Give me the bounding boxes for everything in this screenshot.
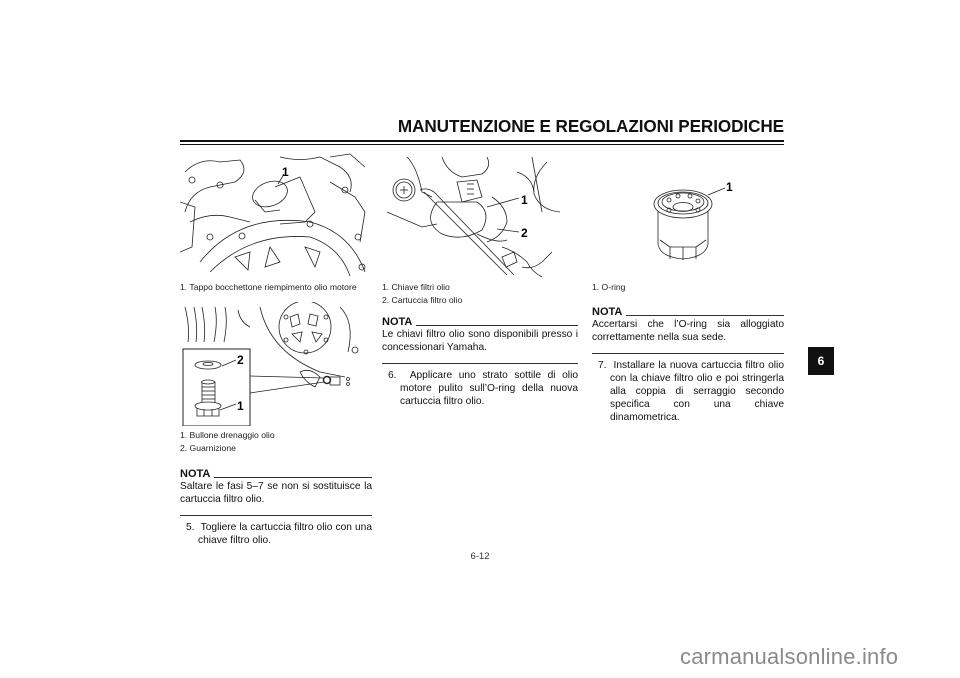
callout-1: 1 <box>726 180 733 194</box>
nota-heading: NOTA <box>592 306 784 318</box>
nota-rule <box>382 363 578 364</box>
callout-2: 2 <box>521 226 528 240</box>
figure-oil-filler-cap <box>180 152 372 276</box>
filter-wrench-illustration <box>382 152 577 277</box>
figure2-caption: 1. Bullone drenaggio olio 2. Guarnizione <box>180 430 275 453</box>
nota-text: Saltare le fasi 5–7 se non si sostituisce la cartuccia filtro olio. <box>180 481 372 505</box>
figure-filter-wrench <box>382 152 577 277</box>
watermark: carmanualsonline.info <box>680 644 899 669</box>
page-title: MANUTENZIONE E REGOLAZIONI PERIODICHE <box>397 116 784 136</box>
step-7: 7. Installare la nuova cartuccia filtro olio con la chiave filtro olio e poi stringerla alla coppia di serraggio secondo specifica con una chiave dinamometrica. <box>598 360 784 423</box>
nota-rule <box>180 515 372 516</box>
callout-1: 1 <box>237 399 244 413</box>
nota-box-2 <box>382 316 578 408</box>
header-rule <box>180 140 784 142</box>
nota-heading: NOTA <box>382 316 578 328</box>
nota-rule <box>592 353 784 354</box>
step-5: 5. Togliere la cartuccia filtro olio con una chiave filtro olio. <box>186 522 372 546</box>
nota-text: Le chiavi filtro olio sono disponibili presso i concessionari Yamaha. <box>382 329 578 353</box>
callout-1: 1 <box>282 165 289 179</box>
page-number: 6-12 <box>470 551 490 562</box>
nota-text: Accertarsi che l’O-ring sia alloggiato correttamente nella sua sede. <box>592 319 784 343</box>
nota-heading: NOTA <box>180 468 372 480</box>
figure4-caption: 1. O-ring <box>592 282 626 292</box>
section-tab-6: 6 <box>808 347 834 375</box>
oil-filter-illustration <box>590 152 785 277</box>
figure3-caption: 1. Chiave filtri olio 2. Cartuccia filtro olio <box>382 282 463 305</box>
engine-illustration <box>180 152 372 276</box>
step-6: 6. Applicare uno strato sottile di olio motore pulito sull’O-ring della nuova cartuccia filtro olio. <box>388 370 578 407</box>
drain-bolt-illustration <box>180 302 372 426</box>
figure1-caption: 1. Tappo bocchettone riempimento olio motore <box>180 282 357 292</box>
nota-box-3 <box>592 306 784 424</box>
nota-box-1 <box>180 468 372 547</box>
header-rule-thin <box>180 144 784 145</box>
callout-2: 2 <box>237 353 244 367</box>
figure-drain-bolt <box>180 302 372 426</box>
callout-1: 1 <box>521 193 528 207</box>
figure-oil-filter <box>590 152 785 277</box>
